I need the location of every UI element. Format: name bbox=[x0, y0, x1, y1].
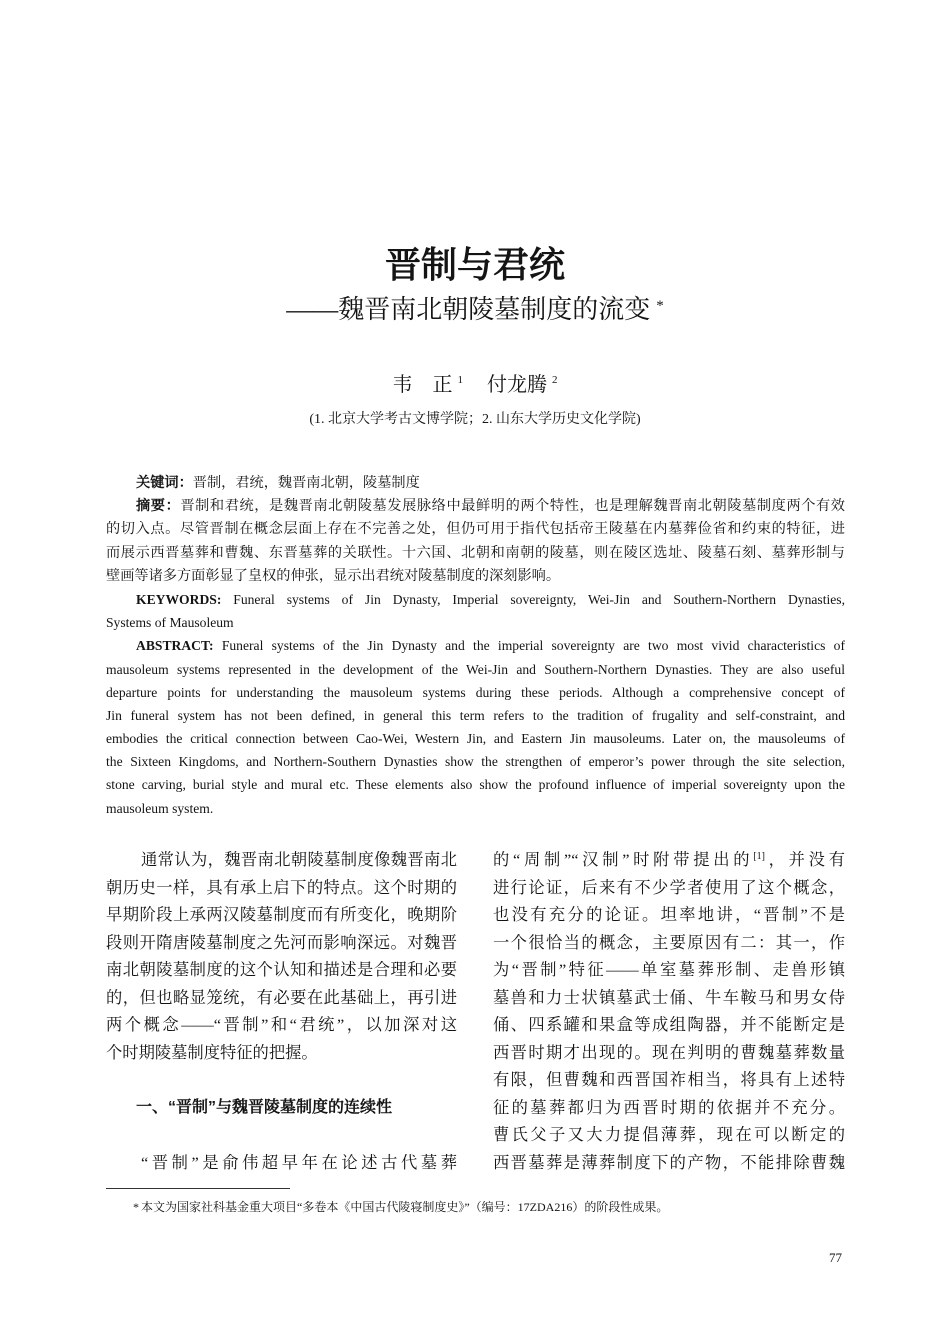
article-subtitle bbox=[0, 292, 950, 328]
footnote-divider bbox=[106, 1188, 290, 1189]
body-line: 南北朝陵墓制度的这个认知和描述是合理和必要 bbox=[106, 960, 457, 980]
keywords-en-line bbox=[106, 588, 845, 611]
keywords-cn bbox=[106, 472, 845, 495]
abstract-en-line bbox=[106, 634, 845, 657]
subtitle-footnote-mark: * bbox=[656, 298, 664, 314]
abstract-en-line: mausoleum system. bbox=[106, 800, 214, 816]
abstract-cn-label: 摘要： bbox=[136, 498, 181, 515]
body-column-left bbox=[106, 846, 457, 1177]
author-name: 韦 正 bbox=[392, 374, 453, 396]
body-line: 早期阶段上承两汉陵墓制度而有所变化，晚期阶 bbox=[106, 905, 457, 925]
author-affiliation-mark: 2 bbox=[552, 374, 558, 386]
author-affiliation-mark: 1 bbox=[457, 374, 463, 386]
body-line: 两个概念——“晋制”和“君统”，以加深对这 bbox=[106, 1015, 457, 1035]
abstract-cn-text: 晋制和君统，是魏晋南北朝陵墓发展脉络中最鲜明的两个特性，也是理解魏晋南北朝陵墓制度两个有效 bbox=[180, 498, 845, 515]
body-text: ，并没有 bbox=[764, 850, 845, 869]
abstract-en-line: mausoleum systems represented in the development of the Wei-Jin and Southern-Northern Dynasties. They are also useful bbox=[106, 661, 845, 677]
body-line: 也没有充分的论证。坦率地讲，“晋制”不是 bbox=[493, 905, 845, 925]
body-line: 个时期陵墓制度特征的把握。 bbox=[106, 1042, 318, 1062]
author-line bbox=[0, 371, 950, 399]
body-line: 有限，但曹魏和西晋国祚相当，将具有上述特 bbox=[493, 1070, 845, 1090]
footnote-mark: * bbox=[133, 1200, 139, 1214]
abstract-en-line: stone carving, burial style and mural etc. These elements also show the profound influence of imperial sovereignty upon the bbox=[106, 777, 845, 793]
body-line: 征的墓葬都归为西晋时期的依据并不充分。 bbox=[493, 1097, 845, 1117]
body-line: 西晋时期才出现的。现在判明的曹魏墓葬数量 bbox=[493, 1042, 845, 1062]
abstract-en-line: departure points for understanding the mausoleum systems during these periods. Although a comprehensive concept of bbox=[106, 684, 845, 700]
keywords-en-label: KEYWORDS: bbox=[136, 591, 222, 607]
keywords-en-text: Funeral systems of Jin Dynasty, Imperial sovereignty, Wei-Jin and Southern-Northern Dynasties, bbox=[233, 591, 845, 607]
abstract-cn-line: 壁画等诸多方面彰显了皇权的伸张，显示出君统对陵墓制度的深刻影响。 bbox=[106, 567, 561, 584]
page-number: 77 bbox=[829, 1250, 842, 1265]
abstract-cn-line bbox=[106, 495, 845, 518]
body-column-right bbox=[493, 846, 845, 1177]
keywords-cn-text: 晋制，君统，魏晋南北朝，陵墓制度 bbox=[192, 475, 420, 491]
body-line: 通常认为，魏晋南北朝陵墓制度像魏晋南北 bbox=[141, 850, 457, 869]
section-heading: 一、“晋制”与魏晋陵墓制度的连续性 bbox=[136, 1098, 393, 1116]
body-line: 朝历史一样，具有承上启下的特点。这个时期的 bbox=[106, 877, 457, 897]
body-line: 进行论证，后来有不少学者使用了这个概念， bbox=[493, 877, 845, 897]
abstract-cn-line: 的切入点。尽管晋制在概念层面上存在不完善之处，但仍可用于指代包括帝王陵墓在内墓葬俭省和约束的特征，进 bbox=[106, 521, 845, 538]
abstract-en-line: the Sixteen Kingdoms, and Northern-Southern Dynasties show the strengthen of emperor’s power through the site selection, bbox=[106, 754, 845, 770]
citation-reference: [1] bbox=[753, 851, 765, 862]
abstract-en-line: embodies the critical connection between Cao-Wei, Western Jin, and Eastern Jin mausoleums. Later on, the mausoleums of bbox=[106, 731, 845, 747]
body-line: 的，但也略显笼统，有必要在此基础上，再引进 bbox=[106, 987, 457, 1007]
article-title: 晋制与君统 bbox=[384, 245, 565, 285]
body-line: 俑、四系罐和果盒等成组陶器，并不能断定是 bbox=[493, 1015, 845, 1035]
body-line: 墓兽和力士状镇墓武士俑、牛车鞍马和男女侍 bbox=[493, 987, 845, 1007]
body-line: 一个很恰当的概念，主要原因有二：其一，作 bbox=[493, 932, 845, 952]
abstract-block bbox=[106, 472, 845, 820]
body-line: 段则开隋唐陵墓制度之先河而影响深远。对魏晋 bbox=[106, 932, 457, 952]
body-line: “晋制”是俞伟超早年在论述古代墓葬 bbox=[141, 1153, 457, 1173]
body-line: 为“晋制”特征——单室墓葬形制、走兽形镇 bbox=[493, 960, 845, 980]
abstract-en-line: Jin funeral system has not been defined, in general this term refers to the tradition of frugality and self-constraint, and bbox=[106, 707, 845, 723]
body-line: 西晋墓葬是薄葬制度下的产物，不能排除曹魏 bbox=[493, 1153, 845, 1173]
abstract-cn-line: 而展示西晋墓葬和曹魏、东晋墓葬的关联性。十六国、北朝和南朝的陵墓，则在陵区选址、陵墓石刻、墓葬形制与 bbox=[106, 544, 845, 561]
abstract-en-label: ABSTRACT: bbox=[136, 638, 214, 654]
body-line: 曹氏父子又大力提倡薄葬，现在可以断定的 bbox=[493, 1125, 845, 1145]
abstract-en-text: Funeral systems of the Jin Dynasty and the imperial sovereignty are two most vivid characteristics of bbox=[221, 638, 845, 654]
body-text: 的“周制”“汉制”时附带提出的 bbox=[493, 850, 754, 869]
body-line bbox=[493, 846, 845, 874]
author-name: 付龙腾 bbox=[487, 374, 547, 396]
keywords-en-line: Systems of Mausoleum bbox=[106, 615, 234, 631]
subtitle-text: ——魏晋南北朝陵墓制度的流变 bbox=[286, 295, 651, 324]
footnote bbox=[133, 1198, 668, 1216]
author-affiliations: (1. 北京大学考古文博学院；2. 山东大学历史文化学院) bbox=[309, 412, 641, 427]
keywords-cn-label: 关键词： bbox=[136, 475, 193, 491]
footnote-text: 本文为国家社科基金重大项目“多卷本《中国古代陵寝制度史》”（编号：17ZDA216）的阶段性成果。 bbox=[141, 1200, 669, 1214]
